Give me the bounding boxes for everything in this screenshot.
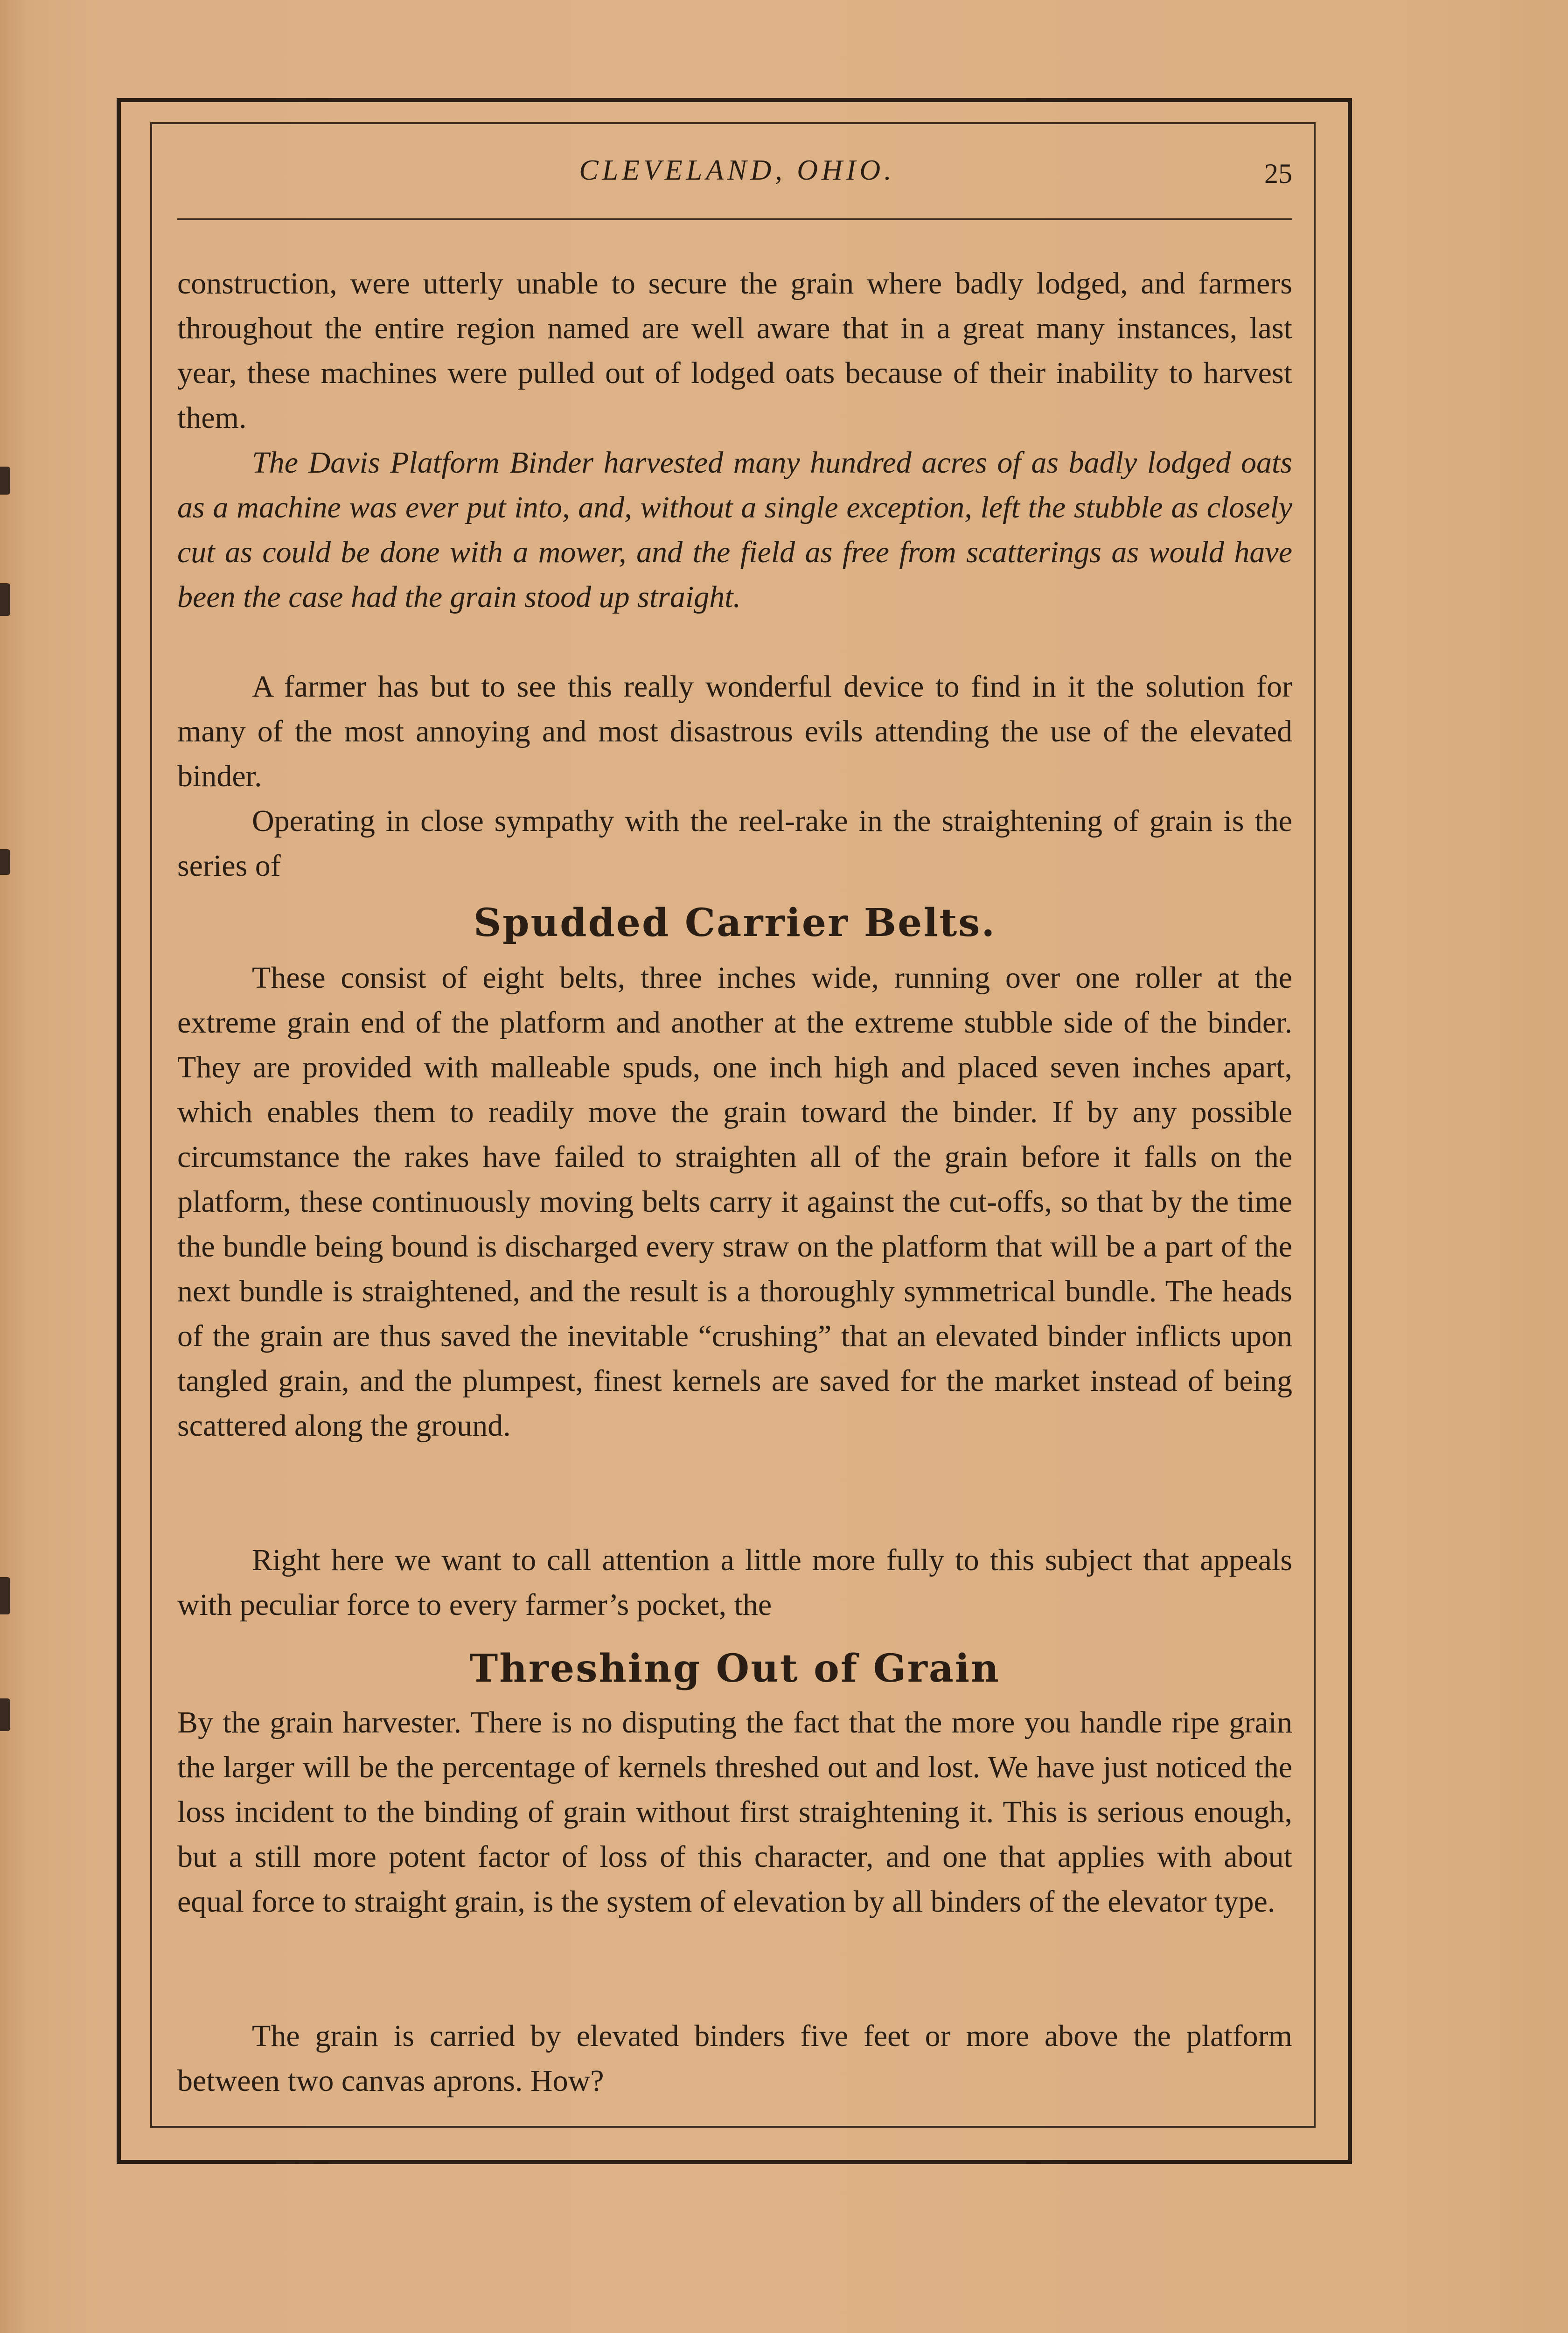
binding-mark: [0, 1698, 10, 1731]
paragraph-continuation: construction, were utterly unable to secure the grain where badly lodged, and farmers throughout the entire region named are well aware that in a great many instances, last year, these machines were pulled out of lodged oats because of their inability to harvest them.: [177, 266, 1292, 435]
page-number: 25: [1264, 158, 1292, 189]
header-rule: [177, 218, 1292, 220]
paragraph-farmer: A farmer has but to see this really wonderful device to find in it the solution for many of the most annoying and most disastrous evils attending the use of the elevated binder.: [177, 670, 1292, 793]
binding-mark: [0, 849, 10, 875]
binding-mark: [0, 1577, 10, 1614]
paragraph-operating: Operating in close sympathy with the reel-rake in the straightening of grain is the series of: [177, 804, 1292, 883]
running-header: CLEVELAND, OHIO.: [579, 154, 895, 186]
binding-mark: [0, 467, 10, 495]
paragraph-italic-claim: The Davis Platform Binder harvested many hundred acres of as badly lodged oats as a machine was ever put into, and, without a single exception, left the stubble as closely cut as could be done with a mower, and the field as free from scatterings as would have been the case had the grain stood up straight.: [177, 446, 1292, 614]
section-heading-threshing-out-of-grain: Threshing Out of Grain: [469, 1646, 1000, 1691]
paragraph-elevated-binders: The grain is carried by elevated binders five feet or more above the platform between two canvas aprons. How?: [177, 2019, 1292, 2098]
paragraph-grain-harvester: By the grain harvester. There is no disputing the fact that the more you handle ripe grain the larger will be the percentage of kernels threshed out and lost. We have just noticed the loss incident to the binding of grain without first straightening it. This is serious enough, but a still more potent factor of loss of this character, and one that applies with about equal force to straight grain, is the system of elevation by all binders of the elevator type.: [177, 1705, 1292, 1919]
paragraph-belts: These consist of eight belts, three inches wide, running over one roller at the extreme grain end of the platform and another at the extreme stubble side of the binder. They are provided with malleable spuds, one inch high and placed seven inches apart, which enables them to readily move the grain toward the binder. If by any possible circumstance the rakes have failed to straighten all of the grain before it falls on the platform, these continuously moving belts carry it against the cut-offs, so that by the time the bundle being bound is discharged every straw on the platform that will be a part of the next bundle is straightened, and the result is a thoroughly symmetrical bundle. The heads of the grain are thus saved the inevitable “crushing” that an elevated binder inflicts upon tangled grain, and the plumpest, finest kernels are saved for the market instead of being scattered along the ground.: [177, 961, 1292, 1443]
section-heading-spudded-carrier-belts: Spudded Carrier Belts.: [474, 901, 996, 945]
paragraph-right-here: Right here we want to call attention a little more fully to this subject that appeals with peculiar force to every farmer’s pocket, the: [177, 1543, 1292, 1622]
binding-mark: [0, 583, 10, 616]
